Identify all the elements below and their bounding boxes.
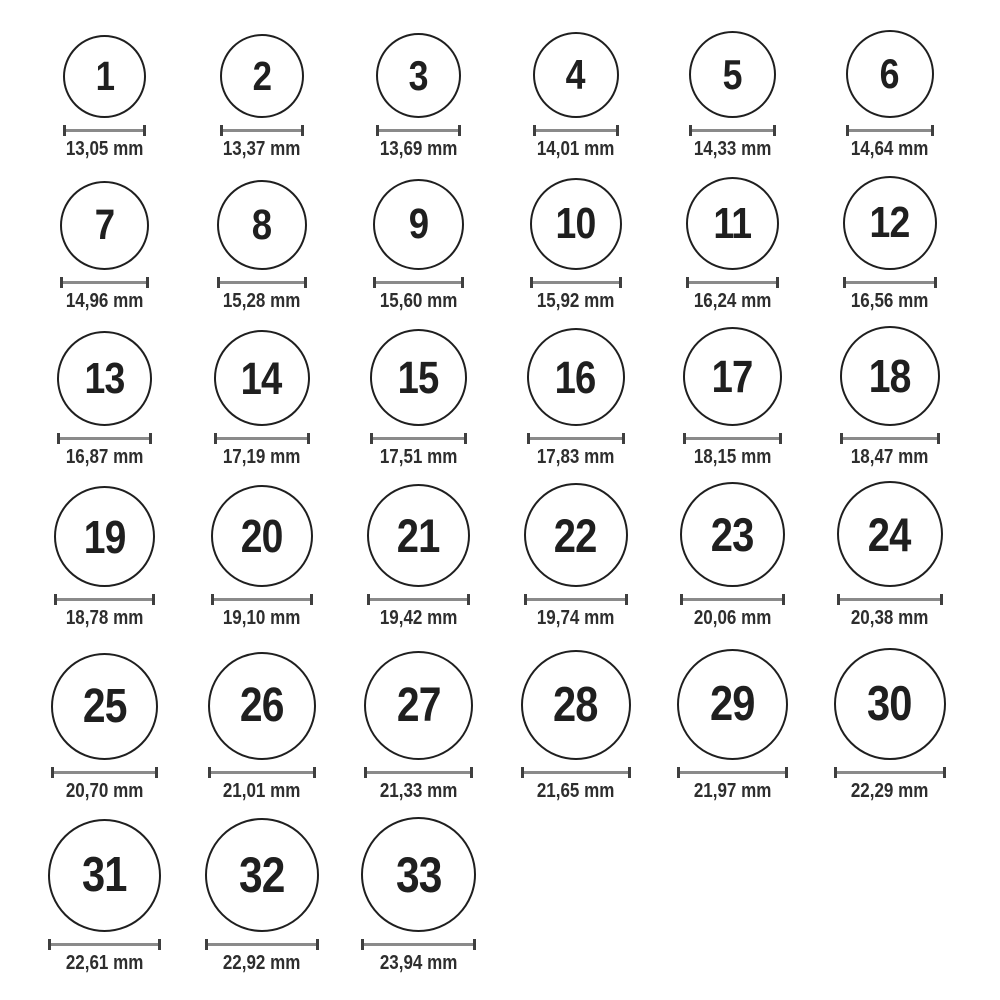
ring-size-item: [340, 329, 497, 468]
ring-size-number: 15: [398, 352, 439, 403]
diameter-ruler: [54, 594, 155, 605]
ring-size-number: 17: [712, 351, 753, 402]
ring-size-circle: [361, 817, 476, 932]
diameter-label: 23,94 mm: [379, 952, 458, 974]
diameter-label: 18,15 mm: [693, 446, 772, 468]
ring-size-number: 2: [252, 52, 271, 99]
diameter-ruler: [220, 125, 304, 136]
ring-size-item: [183, 330, 340, 468]
diameter-label: 15,60 mm: [379, 290, 458, 312]
diameter-label: 13,69 mm: [379, 138, 458, 160]
ring-size-circle: [211, 485, 313, 587]
chart-row: [26, 648, 1000, 802]
ring-size-number: 14: [241, 352, 282, 404]
diameter-ruler: [677, 767, 788, 778]
ring-size-circle: [689, 31, 776, 118]
ring-size-item: [654, 31, 811, 160]
diameter-ruler: [63, 125, 146, 136]
diameter-ruler: [51, 767, 158, 778]
chart-row: [26, 817, 1000, 974]
ring-size-item: [654, 327, 811, 468]
ring-size-circle: [367, 484, 470, 587]
diameter-label: 21,97 mm: [693, 780, 772, 802]
ring-size-circle: [60, 181, 149, 270]
ring-size-item: [340, 179, 497, 312]
ring-size-circle: [843, 176, 937, 270]
ring-size-item: [654, 482, 811, 629]
diameter-label: 16,87 mm: [65, 446, 144, 468]
ring-size-circle: [376, 33, 461, 118]
diameter-label: 15,28 mm: [222, 290, 301, 312]
ring-size-number: 30: [867, 676, 912, 731]
ring-size-item: [497, 483, 654, 629]
ring-size-number: 31: [82, 848, 127, 902]
ring-size-number: 22: [554, 508, 597, 562]
ring-size-number: 28: [553, 677, 598, 732]
ring-size-number: 3: [408, 51, 428, 99]
diameter-label: 17,51 mm: [379, 446, 458, 468]
diameter-ruler: [533, 125, 619, 136]
ring-size-item: [26, 35, 183, 160]
diameter-ruler: [217, 277, 307, 288]
ring-size-item: [26, 181, 183, 312]
diameter-label: 14,96 mm: [65, 290, 144, 312]
diameter-label: 20,38 mm: [850, 607, 929, 629]
ring-size-item: [811, 648, 968, 802]
ring-size-item: [811, 481, 968, 629]
chart-row: [26, 176, 1000, 312]
diameter-label: 19,42 mm: [379, 607, 458, 629]
diameter-label: 15,92 mm: [536, 290, 615, 312]
diameter-ruler: [837, 594, 943, 605]
ring-size-item: [340, 651, 497, 802]
diameter-ruler: [846, 125, 934, 136]
diameter-label: 19,74 mm: [536, 607, 615, 629]
diameter-label: 18,47 mm: [850, 446, 929, 468]
diameter-label: 14,01 mm: [536, 138, 615, 160]
ring-size-item: [497, 178, 654, 312]
ring-size-item: [811, 30, 968, 160]
diameter-label: 20,70 mm: [65, 780, 144, 802]
ring-size-circle: [683, 327, 782, 426]
ring-size-circle: [834, 648, 946, 760]
ring-size-number: 27: [396, 678, 441, 732]
ring-size-circle: [530, 178, 622, 270]
diameter-ruler: [370, 433, 467, 444]
ring-size-number: 29: [710, 677, 755, 731]
ring-size-item: [811, 176, 968, 312]
diameter-label: 18,78 mm: [65, 607, 144, 629]
diameter-label: 22,29 mm: [850, 780, 929, 802]
ring-size-number: 10: [555, 199, 596, 248]
ring-size-circle: [370, 329, 467, 426]
diameter-ruler: [680, 594, 785, 605]
ring-size-number: 20: [240, 510, 283, 562]
ring-size-item: [183, 485, 340, 629]
ring-size-number: 33: [395, 846, 442, 903]
ring-size-item: [497, 328, 654, 468]
diameter-ruler: [48, 939, 161, 950]
ring-size-circle: [677, 649, 788, 760]
chart-row: [26, 326, 1000, 468]
ring-size-circle: [214, 330, 310, 426]
ring-size-number: 12: [869, 198, 910, 247]
ring-size-number: 16: [555, 351, 596, 403]
diameter-label: 21,01 mm: [222, 780, 301, 802]
diameter-ruler: [57, 433, 152, 444]
ring-size-number: 8: [251, 200, 272, 249]
ring-size-circle: [680, 482, 785, 587]
diameter-ruler: [361, 939, 476, 950]
ring-size-number: 1: [95, 53, 114, 99]
ring-size-number: 26: [239, 679, 284, 732]
ring-size-number: 25: [82, 679, 127, 733]
diameter-ruler: [373, 277, 464, 288]
ring-size-number: 13: [84, 353, 125, 403]
ring-size-number: 24: [868, 507, 911, 561]
ring-size-circle: [57, 331, 152, 426]
ring-size-item: [183, 818, 340, 974]
diameter-ruler: [60, 277, 149, 288]
ring-size-item: [654, 649, 811, 802]
ring-size-item: [26, 331, 183, 468]
diameter-ruler: [524, 594, 628, 605]
ring-size-item: [340, 817, 497, 974]
diameter-label: 22,61 mm: [65, 952, 144, 974]
ring-size-circle: [840, 326, 940, 426]
ring-size-item: [183, 652, 340, 802]
diameter-label: 13,37 mm: [222, 138, 301, 160]
diameter-ruler: [840, 433, 940, 444]
diameter-ruler: [689, 125, 776, 136]
ring-size-number: 5: [722, 50, 742, 98]
ring-size-item: [26, 486, 183, 629]
ring-size-item: [811, 326, 968, 468]
ring-size-circle: [373, 179, 464, 270]
ring-size-number: 18: [868, 350, 911, 402]
chart-row: [26, 481, 1000, 629]
ring-size-item: [654, 177, 811, 312]
diameter-ruler: [364, 767, 473, 778]
diameter-ruler: [205, 939, 319, 950]
ring-size-circle: [63, 35, 146, 118]
ring-size-circle: [846, 30, 934, 118]
diameter-ruler: [214, 433, 310, 444]
diameter-label: 13,05 mm: [65, 138, 144, 160]
ring-size-number: 7: [94, 201, 115, 249]
ring-size-number: 4: [565, 51, 585, 98]
ring-size-chart: [0, 30, 1000, 1000]
diameter-label: 22,92 mm: [222, 952, 301, 974]
diameter-label: 21,65 mm: [536, 780, 615, 802]
chart-row: [26, 30, 1000, 160]
ring-size-item: [497, 32, 654, 160]
ring-size-number: 23: [711, 508, 754, 561]
diameter-ruler: [211, 594, 313, 605]
ring-size-number: 6: [879, 50, 899, 97]
ring-size-number: 21: [397, 509, 440, 562]
diameter-label: 16,56 mm: [850, 290, 929, 312]
ring-size-circle: [205, 818, 319, 932]
ring-size-circle: [51, 653, 158, 760]
diameter-ruler: [527, 433, 625, 444]
diameter-ruler: [208, 767, 316, 778]
ring-size-number: 19: [83, 510, 126, 563]
diameter-ruler: [834, 767, 946, 778]
ring-size-circle: [837, 481, 943, 587]
ring-size-circle: [220, 34, 304, 118]
ring-size-item: [183, 34, 340, 160]
ring-size-circle: [364, 651, 473, 760]
ring-size-circle: [48, 819, 161, 932]
diameter-label: 16,24 mm: [693, 290, 772, 312]
ring-size-item: [26, 819, 183, 974]
ring-size-circle: [217, 180, 307, 270]
diameter-label: 21,33 mm: [379, 780, 458, 802]
ring-size-number: 9: [408, 200, 429, 248]
diameter-ruler: [376, 125, 461, 136]
ring-size-item: [340, 33, 497, 160]
ring-size-circle: [524, 483, 628, 587]
ring-size-circle: [208, 652, 316, 760]
diameter-label: 14,64 mm: [850, 138, 929, 160]
diameter-ruler: [686, 277, 779, 288]
diameter-ruler: [843, 277, 937, 288]
ring-size-circle: [533, 32, 619, 118]
ring-size-circle: [686, 177, 779, 270]
diameter-label: 17,19 mm: [222, 446, 301, 468]
ring-size-item: [497, 650, 654, 802]
ring-size-circle: [521, 650, 631, 760]
ring-size-circle: [527, 328, 625, 426]
ring-size-item: [340, 484, 497, 629]
ring-size-item: [26, 653, 183, 802]
ring-size-item: [183, 180, 340, 312]
diameter-label: 19,10 mm: [222, 607, 301, 629]
diameter-label: 20,06 mm: [693, 607, 772, 629]
diameter-ruler: [367, 594, 470, 605]
diameter-label: 17,83 mm: [536, 446, 615, 468]
ring-size-number: 11: [713, 198, 752, 248]
diameter-ruler: [683, 433, 782, 444]
ring-size-number: 32: [238, 847, 285, 903]
diameter-ruler: [521, 767, 631, 778]
ring-size-circle: [54, 486, 155, 587]
diameter-label: 14,33 mm: [693, 138, 772, 160]
diameter-ruler: [530, 277, 622, 288]
